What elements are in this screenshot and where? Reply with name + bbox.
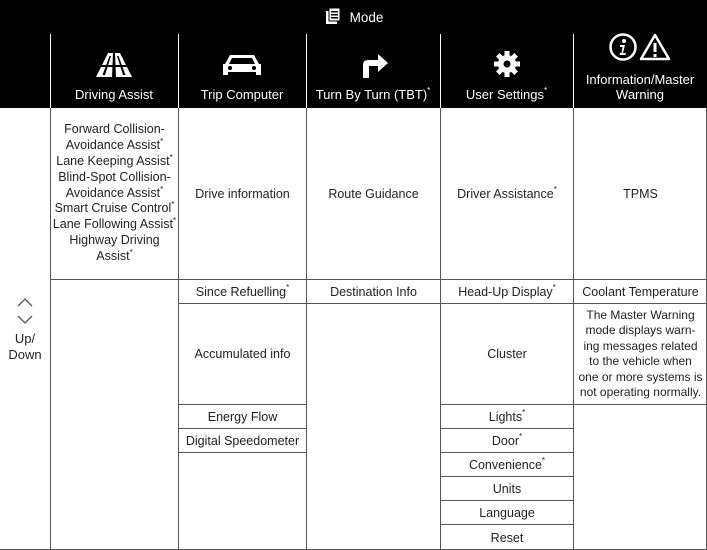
accumulated-info-cell: Accumulated info [178,304,306,405]
lights-cell: Lights* [440,405,573,429]
convenience-cell: Convenience* [440,453,573,477]
header-divider [440,34,441,108]
info-icon [609,33,637,64]
header-divider [306,34,307,108]
chevron-up-icon [15,295,35,313]
units-cell: Units [440,477,573,501]
route-guidance-cell: Route Guidance [306,108,440,280]
header-tbt [306,34,440,108]
mode-icon [324,6,344,29]
tpms-cell: TPMS [573,108,707,280]
digital-speedometer-cell: Digital Speedometer [178,429,306,453]
driving-assist-list [50,108,178,280]
turn-right-arrow-icon [356,51,390,79]
master-warning-description: The Master Warning mode displays warn- ing messages related to the vehicle when one or more systems is not operating normally. [573,304,707,405]
col-driving-assist-label: Driving Assist [74,87,154,102]
updown-label-2: Down [8,347,42,362]
hud-cell: Head-Up Display* [440,280,573,304]
hda-label: Highway Driving [69,232,160,247]
driving-assist-empty [50,280,178,550]
lka-label: Lane Keeping Assist* [56,153,173,168]
col-tbt-label: Turn By Turn (TBT)* [315,86,431,102]
mode-title: Mode [349,9,384,25]
header-blank [0,34,50,108]
header-user-settings [440,34,573,108]
destination-info-cell: Destination Info [306,280,440,304]
bca-label: Blind-Spot Collision- [58,169,171,184]
header-divider [50,34,51,108]
header-driving-assist [50,34,178,108]
header-divider [573,34,574,108]
scc-label: Smart Cruise Control* [54,200,175,216]
header-trip-computer [178,34,306,108]
fca-label-2: Avoidance Assist* [65,137,164,153]
col-trip-computer-label: Trip Computer [200,87,284,102]
info-warning-empty [573,405,707,550]
header-info-warning [573,34,707,108]
hda-label-2: Assist* [96,247,133,263]
fca-label: Forward Collision- [64,122,165,137]
lane-road-icon [94,51,134,79]
since-refuelling-cell: Since Refuelling* [178,280,306,304]
lfa-label: Lane Following Assist* [52,216,177,232]
tbt-empty [306,304,440,550]
coolant-temperature-cell: Coolant Temperature [573,280,707,304]
mode-title-bar [0,0,707,34]
col-user-settings-label: User Settings* [465,86,548,102]
trip-computer-empty [178,453,306,550]
warning-triangle-icon [639,33,671,64]
door-cell: Door* [440,429,573,453]
col-info-warning-label: Information/Master Warning [585,72,695,102]
updown-label-1: Up/ [14,331,36,346]
updown-cell [0,108,50,550]
chevron-down-icon [15,313,35,331]
language-cell: Language [440,501,573,525]
header-divider [178,34,179,108]
gear-icon [492,49,522,79]
driver-assistance-cell: Driver Assistance* [440,108,573,280]
reset-cell: Reset [440,525,573,550]
energy-flow-cell: Energy Flow [178,405,306,429]
bca-label-2: Avoidance Assist* [65,184,164,200]
cluster-cell: Cluster [440,304,573,405]
drive-info-cell: Drive information [178,108,306,280]
car-icon [220,51,264,79]
